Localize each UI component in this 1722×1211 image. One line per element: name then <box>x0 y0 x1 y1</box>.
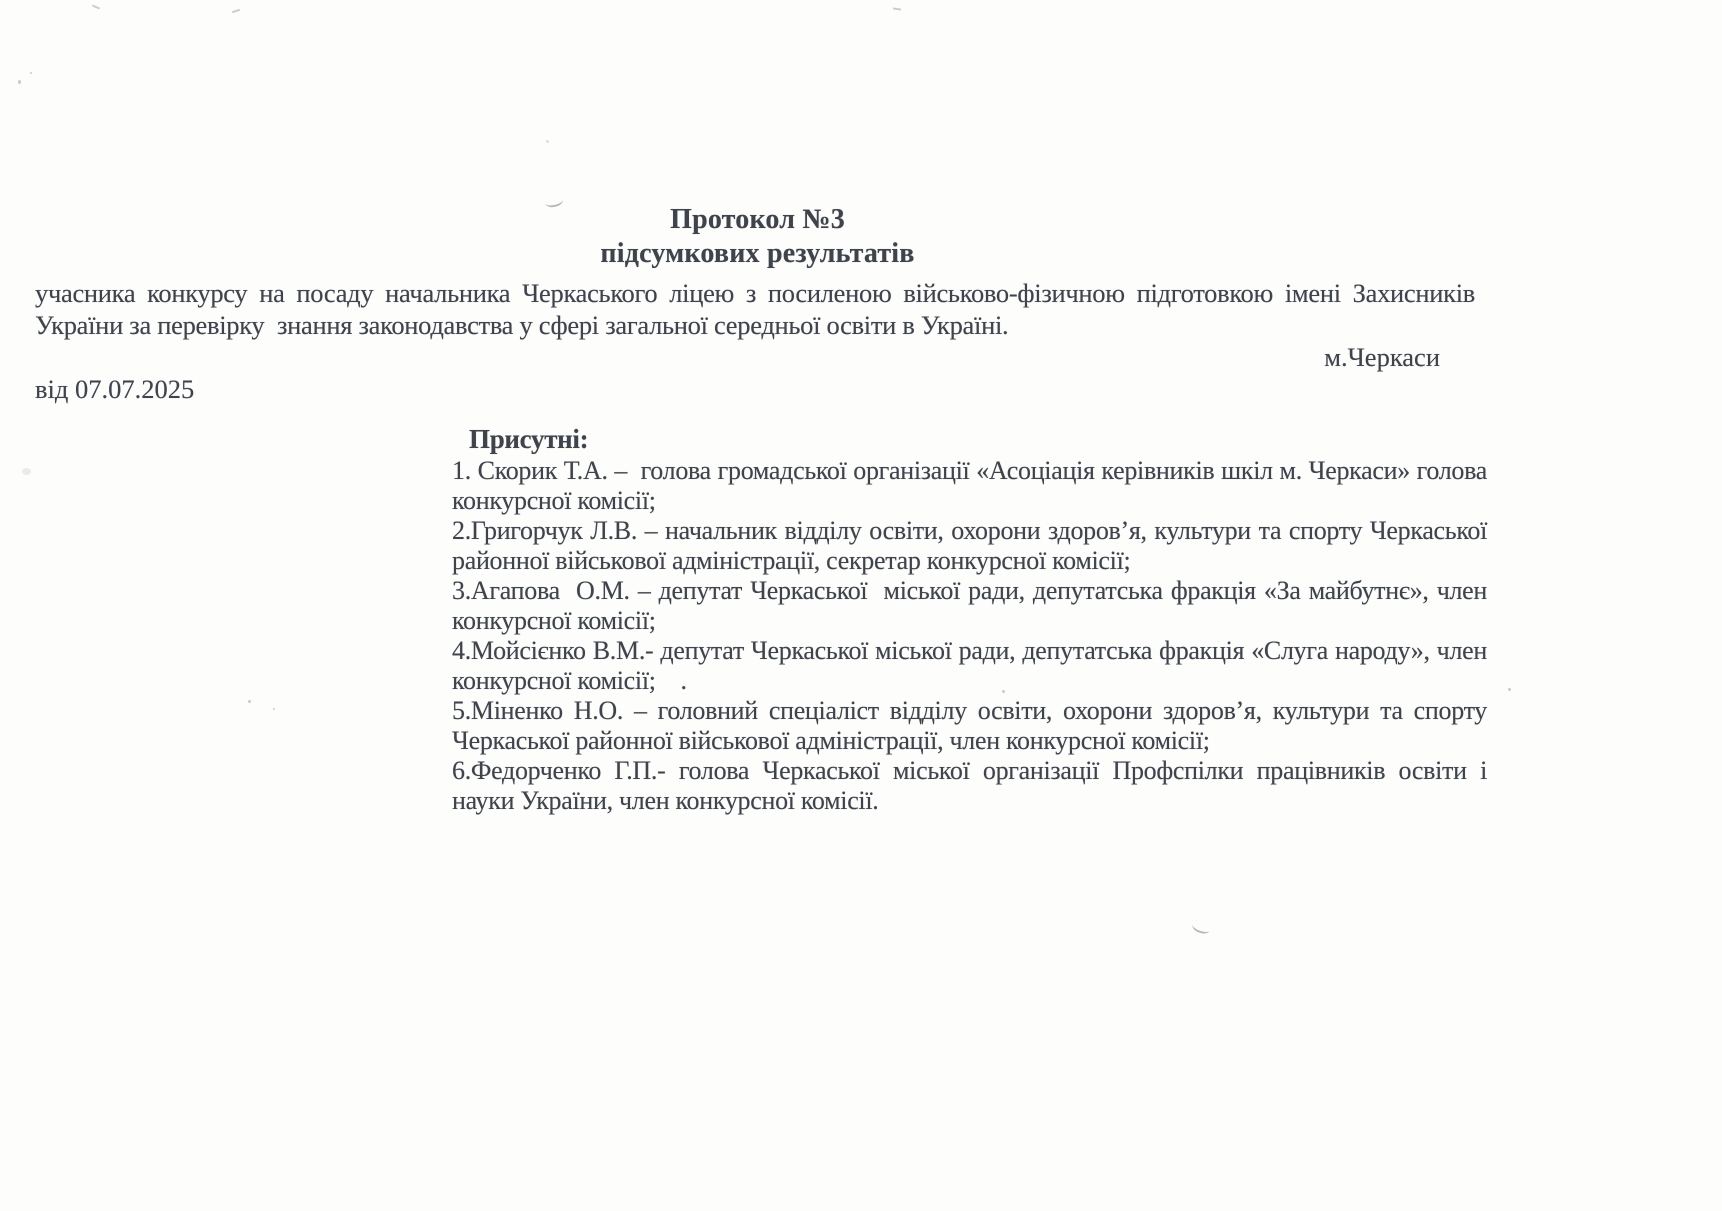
scan-artifact <box>546 140 549 143</box>
scan-artifact <box>273 708 275 710</box>
document-title: Протокол №3 <box>670 204 845 235</box>
date-line: від 07.07.2025 <box>35 374 195 404</box>
intro-paragraph: учасника конкурсу на посаду начальника Черкаського ліцею з посиленою військово-фізичною підготовкою імені Захисників України за перевірку знання законодавства у сфері загальної середньої освіти в Україні. <box>35 278 1475 340</box>
scan-artifact <box>1508 688 1511 691</box>
scan-artifact <box>92 4 100 9</box>
scan-artifact <box>1002 690 1005 693</box>
attendee-item-3: 3.Агапова О.М. – депутат Черкаської міської ради, депутатська фракція «За майбутнє», член конкурсної комісії; <box>452 576 1487 635</box>
attendee-item-4: 4.Мойсієнко В.М.- депутат Черкаської міської ради, депутатська фракція «Слуга народу», член конкурсної комісії; . <box>452 636 1487 695</box>
scan-artifact <box>1191 919 1212 935</box>
attendee-item-1: 1. Скорик Т.А. – голова громадської організації «Асоціація керівників шкіл м. Черкаси» голова конкурсної комісії; <box>452 456 1487 515</box>
attendee-item-5: 5.Міненко Н.О. – головний спеціаліст відділу освіти, охорони здоров’я, культури та спорту Черкаської районної військової адміністрації, член конкурсної комісії; <box>452 696 1487 755</box>
document-heading <box>35 203 1480 271</box>
attendee-item-2: 2.Григорчук Л.В. – начальник відділу освіти, охорони здоров’я, культури та спорту Черкаської районної військової адміністрації, секретар конкурсної комісії; <box>452 516 1487 575</box>
scan-artifact <box>893 7 901 10</box>
scan-artifact <box>248 700 251 703</box>
document-subtitle: підсумкових результатів <box>600 238 915 269</box>
scan-artifact <box>30 72 32 74</box>
attendees-section <box>452 424 1487 816</box>
scan-artifact <box>22 468 31 475</box>
attendees-heading: Присутні: <box>469 424 589 454</box>
scan-artifact <box>232 9 240 13</box>
place-line: м.Черкаси <box>1324 342 1440 372</box>
attendee-item-6: 6.Федорченко Г.П.- голова Черкаської міської організації Профспілки працівників освіти і науки України, член конкурсної комісії. <box>452 756 1487 815</box>
scan-artifact <box>18 80 21 84</box>
